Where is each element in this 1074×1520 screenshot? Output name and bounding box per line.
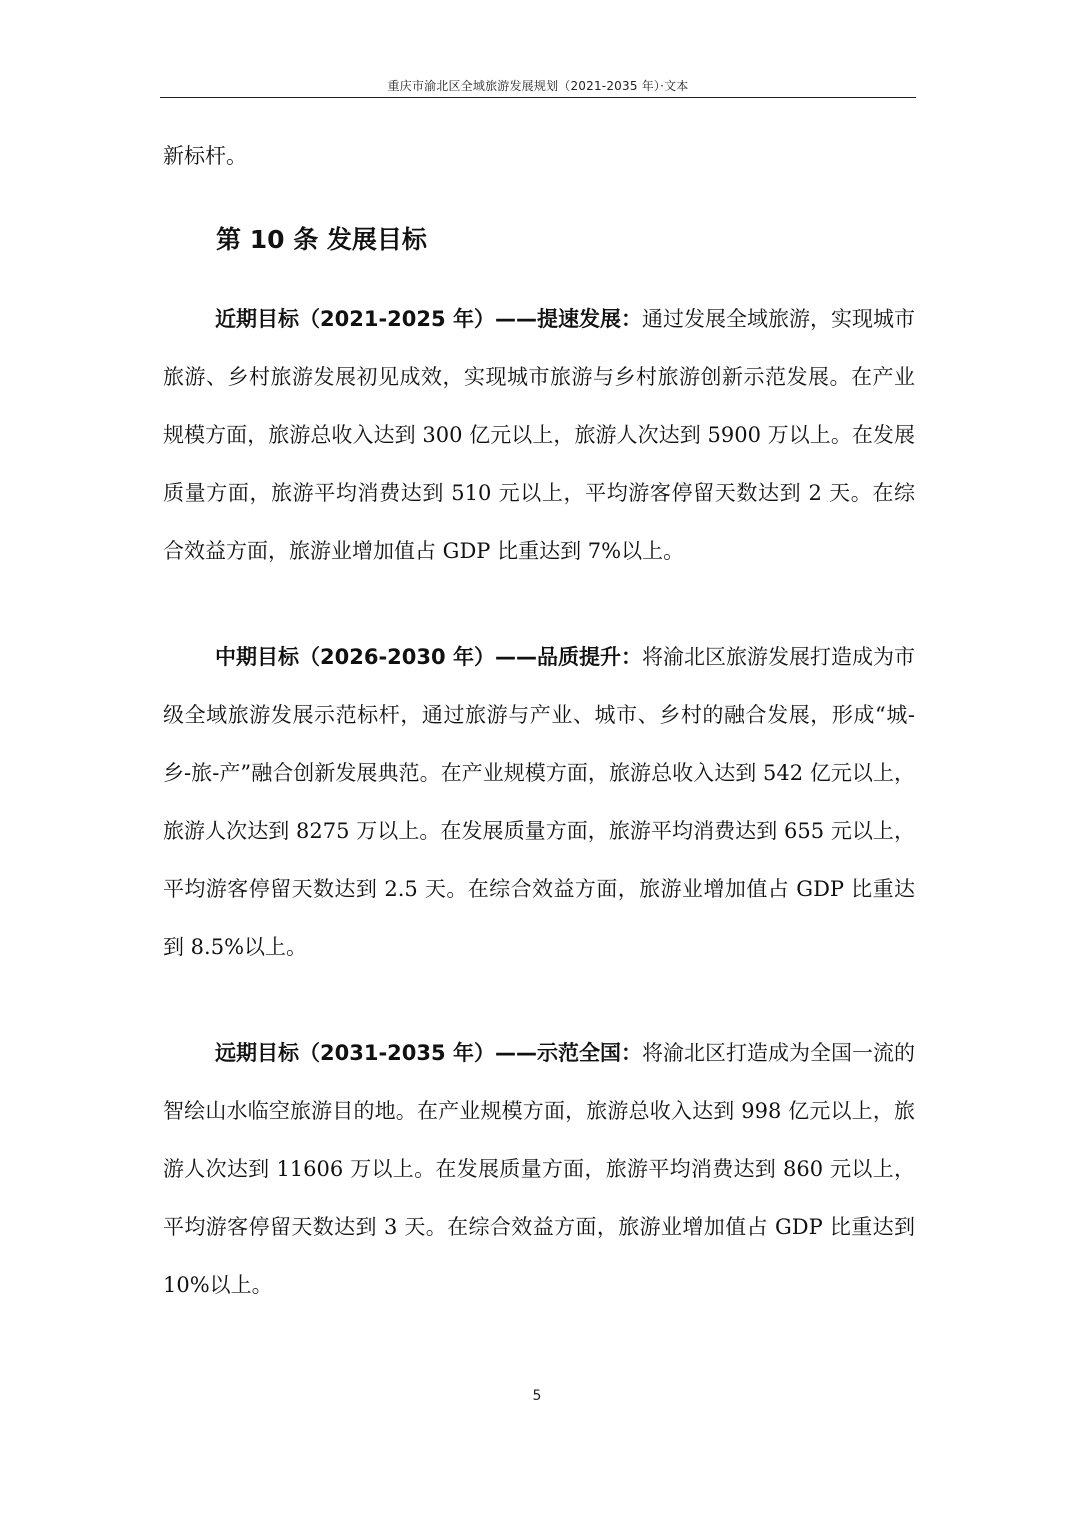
paragraph-lead: 远期目标（2031-2035 年）——示范全国： — [215, 1041, 642, 1065]
paragraph-lead: 近期目标（2021-2025 年）——提速发展： — [215, 307, 642, 331]
section-heading: 第 10 条 发展目标 — [216, 225, 427, 254]
header-rule — [160, 97, 916, 98]
paragraph-body: 将渝北区打造成为全国一流的智绘山水临空旅游目的地。在产业规模方面，旅游总收入达到 998 亿元以上，旅游人次达到 11606 万以上。在发展质量方面，旅游平均消费达到 860 元以上，平均游客停留天数达到 3 天。在综合效益方面，旅游业增加值占 GDP 比重达到 10%以上。 — [163, 1041, 916, 1297]
running-header: 重庆市渝北区全域旅游发展规划（2021-2035 年）·文本 — [387, 79, 689, 93]
paragraph-long-term — [163, 1024, 915, 1314]
continuation-text — [163, 127, 915, 185]
paragraph-lead: 中期目标（2026-2030 年）——品质提升： — [215, 645, 642, 669]
paragraph-body: 通过发展全域旅游，实现城市旅游、乡村旅游发展初见成效，实现城市旅游与乡村旅游创新示范发展。在产业规模方面，旅游总收入达到 300 亿元以上，旅游人次达到 5900 万以上。在发展质量方面，旅游平均消费达到 510 元以上，平均游客停留天数达到 2 天。在综合效益方面，旅游业增加值占 GDP 比重达到 7%以上。 — [163, 307, 916, 563]
paragraph-near-term — [163, 290, 915, 580]
paragraph-mid-term — [163, 628, 915, 976]
page-number: 5 — [532, 1388, 542, 1404]
paragraph-body: 将渝北区旅游发展打造成为市级全域旅游发展示范标杆，通过旅游与产业、城市、乡村的融合发展，形成“城-乡-旅-产”融合创新发展典范。在产业规模方面，旅游总收入达到 542 亿元以上，旅游人次达到 8275 万以上。在发展质量方面，旅游平均消费达到 655 元以上，平均游客停留天数达到 2.5 天。在综合效益方面，旅游业增加值占 GDP 比重达到 8.5%以上。 — [163, 645, 916, 959]
continuation-sentence: 新标杆。 — [163, 144, 247, 168]
